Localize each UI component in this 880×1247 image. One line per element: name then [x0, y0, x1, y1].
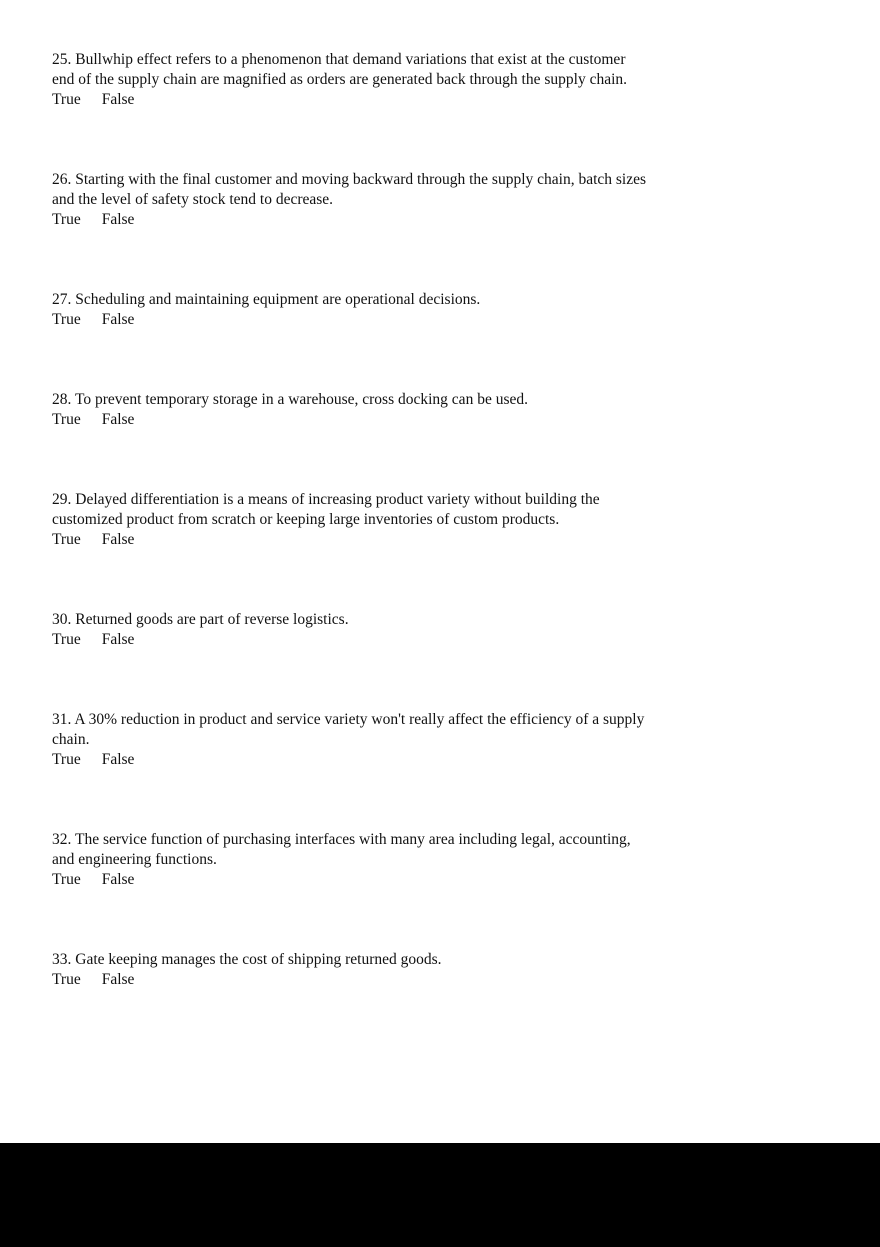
question-number: 32. [52, 831, 75, 848]
question-options [52, 870, 647, 890]
question-text: 27. Scheduling and maintaining equipment are operational decisions. [52, 291, 481, 308]
option-false[interactable]: False [101, 211, 135, 228]
question-text: 33. Gate keeping manages the cost of shipping returned goods. [52, 951, 442, 968]
option-false[interactable]: False [101, 631, 135, 648]
option-false[interactable]: False [101, 531, 135, 548]
question-block [52, 710, 647, 770]
question-number: 30. [52, 611, 76, 628]
option-false[interactable]: False [101, 871, 135, 888]
option-true[interactable]: True [52, 871, 81, 888]
question-block [52, 490, 647, 550]
option-true[interactable]: True [52, 211, 81, 228]
footer-black-bar [0, 1143, 880, 1247]
option-true[interactable]: True [52, 91, 81, 108]
question-text: 28. To prevent temporary storage in a warehouse, cross docking can be used. [52, 391, 528, 408]
question-number: 33. [52, 951, 76, 968]
option-true[interactable]: True [52, 411, 81, 428]
option-true[interactable]: True [52, 631, 81, 648]
question-number: 26. [52, 171, 76, 188]
question-block [52, 390, 647, 430]
question-options [52, 410, 647, 430]
option-true[interactable]: True [52, 971, 81, 988]
question-number: 27. [52, 291, 76, 308]
option-false[interactable]: False [101, 971, 135, 988]
option-false[interactable]: False [101, 91, 135, 108]
option-true[interactable]: True [52, 311, 81, 328]
question-options [52, 90, 647, 110]
question-text: 25. Bullwhip effect refers to a phenomenon that demand variations that exist at the customer end of the supply chain are magnified as orders are generated back through the supply chain. [52, 51, 628, 88]
option-false[interactable]: False [101, 311, 135, 328]
question-text: 31. A 30% reduction in product and service variety won't really affect the efficiency of a supply chain. [52, 711, 645, 748]
option-false[interactable]: False [101, 411, 135, 428]
question-block [52, 290, 647, 330]
question-text: 26. Starting with the final customer and moving backward through the supply chain, batch sizes and the level of safety stock tend to decrease. [52, 171, 647, 208]
question-block [52, 170, 647, 230]
question-number: 25. [52, 51, 76, 68]
question-block [52, 610, 647, 650]
question-options [52, 970, 647, 990]
question-block [52, 950, 647, 990]
question-number: 28. [52, 391, 75, 408]
question-text: 30. Returned goods are part of reverse logistics. [52, 611, 349, 628]
question-text: 29. Delayed differentiation is a means of increasing product variety without building the customized product from scratch or keeping large inventories of custom products. [52, 491, 600, 528]
question-number: 29. [52, 491, 76, 508]
question-block [52, 830, 647, 890]
option-true[interactable]: True [52, 751, 81, 768]
question-text: 32. The service function of purchasing interfaces with many area including legal, accounting, and engineering functions. [52, 831, 631, 868]
question-options [52, 310, 647, 330]
question-block [52, 50, 647, 110]
question-number: 31. [52, 711, 75, 728]
question-options [52, 630, 647, 650]
question-options [52, 210, 647, 230]
question-options [52, 530, 647, 550]
question-options [52, 750, 647, 770]
option-true[interactable]: True [52, 531, 81, 548]
option-false[interactable]: False [101, 751, 135, 768]
